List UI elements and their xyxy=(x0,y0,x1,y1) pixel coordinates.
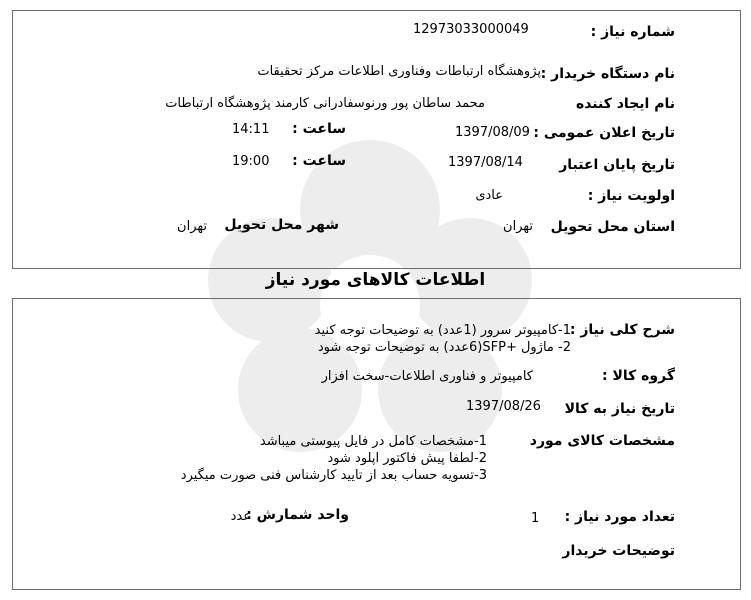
specs-label: مشخصات کالای مورد xyxy=(529,433,675,449)
province: تهران xyxy=(503,219,533,234)
general-desc-line-1: 1-کامپیوتر سرور (1عدد) به توضیحات توجه کنید xyxy=(314,323,571,338)
specs-line-2: 2-لطفا پیش فاکتور اپلود شود xyxy=(327,451,487,466)
quantity: 1 xyxy=(531,511,540,526)
buyer-org: پژوهشگاه ارتباطات وفناوری اطلاعات مرکز تحقیقات xyxy=(257,64,541,79)
need-date-label: تاریخ نیاز به کالا xyxy=(564,401,675,417)
goods-group: کامپیوتر و فناوری اطلاعات-سخت افزار xyxy=(321,369,533,384)
announce-date: 1397/08/09 xyxy=(455,125,530,140)
expiry-date: 1397/08/14 xyxy=(448,155,523,170)
expiry-date-label: تاریخ پایان اعتبار xyxy=(559,157,675,173)
specs-line-1: 1-مشخصات کامل در فایل پیوستی میباشد xyxy=(259,434,487,449)
general-desc-line-2: 2- ماژول +SFP(6عدد) به توضیحات توجه شود xyxy=(317,340,571,355)
priority-label: اولویت نیاز : xyxy=(587,188,675,204)
city-label: شهر محل تحویل xyxy=(224,217,339,233)
section-title: اطلاعات کالاهای مورد نیاز xyxy=(265,270,486,290)
need-date: 1397/08/26 xyxy=(466,399,541,414)
specs-line-3: 3-تسویه حساب بعد از تایید کارشناس فنی صورت میگیرد xyxy=(180,468,487,483)
quantity-label: تعداد مورد نیاز : xyxy=(564,509,675,525)
expiry-time-label: ساعت : xyxy=(292,153,346,169)
buyer-notes-label: توضیحات خریدار xyxy=(562,543,675,559)
city: تهران xyxy=(177,219,207,234)
announce-date-label: تاریخ اعلان عمومی : xyxy=(533,125,675,141)
announce-time-label: ساعت : xyxy=(292,121,346,137)
need-number: 12973033000049 xyxy=(413,22,529,37)
province-label: استان محل تحویل xyxy=(550,219,675,235)
goods-group-label: گروه کالا : xyxy=(602,368,675,384)
buyer-org-label: نام دستگاه خریدار : xyxy=(540,66,675,82)
creator: محمد ساطان پور ورنوسفادرانی کارمند پژوهشگاه ارتباطات xyxy=(165,96,485,111)
creator-label: نام ایجاد کننده xyxy=(575,96,675,112)
expiry-time: 19:00 xyxy=(232,154,270,169)
unit: عدد xyxy=(230,509,251,524)
need-number-label: شماره نیاز : xyxy=(590,24,675,40)
announce-time: 14:11 xyxy=(232,122,270,137)
priority: عادی xyxy=(475,188,503,203)
general-desc-label: شرح کلی نیاز : xyxy=(569,322,675,338)
unit-label: واحد شمارش : xyxy=(246,507,349,523)
